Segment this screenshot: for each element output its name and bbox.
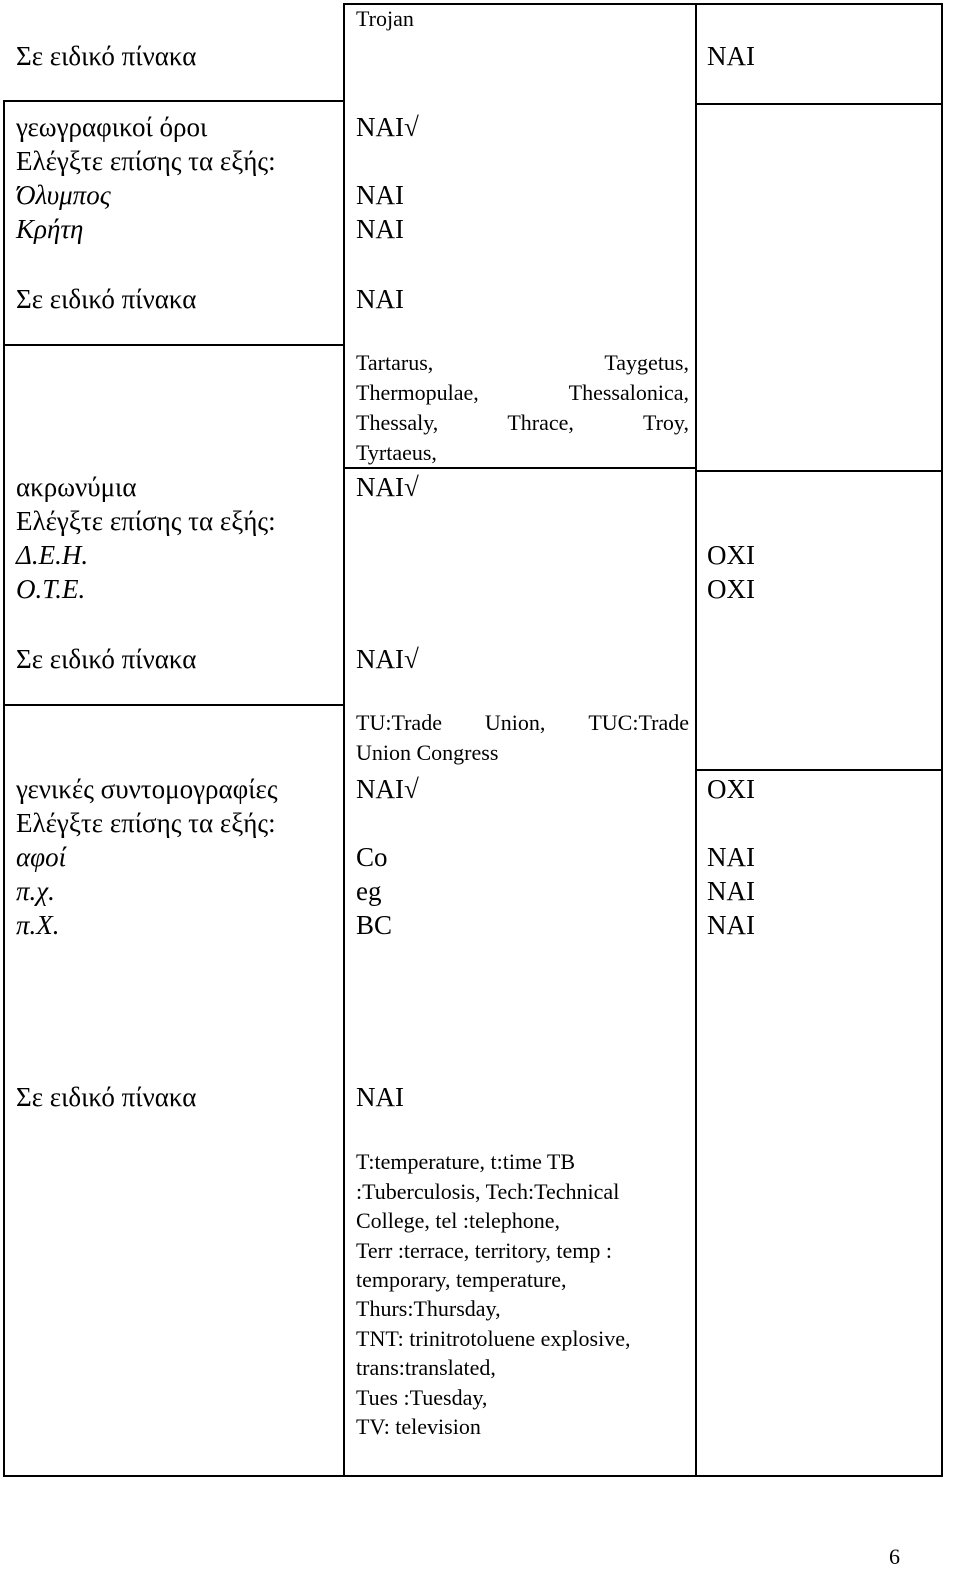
value-yes-check: ΝΑΙ√: [356, 472, 419, 502]
example-abbreviation: αφοί: [16, 842, 67, 872]
example-abbreviation: π.Χ.: [16, 910, 60, 940]
example-acronym: Δ.Ε.Η.: [16, 540, 89, 570]
abbrev-list-line: :Tuberculosis, Tech:Technical: [356, 1179, 620, 1204]
english-abbreviation: Co: [356, 842, 388, 872]
cell-special-table-3: Σε ειδικό πίνακα: [16, 644, 197, 674]
value-yes: ΝΑΙ: [707, 842, 755, 872]
table-divider-col2: [695, 3, 697, 1477]
table-row-divider-2: [3, 344, 345, 346]
table-row-divider-2-right: [695, 470, 943, 472]
example-acronym: Ο.Τ.Ε.: [16, 574, 86, 604]
place-name: Thrace,: [507, 410, 574, 435]
value-yes: ΝΑΙ: [356, 1082, 404, 1112]
abbrev-example-line-2: Union Congress: [356, 740, 499, 765]
cell-special-table-1: Σε ειδικό πίνακα: [16, 41, 197, 71]
place-name: Thermopulae,: [356, 380, 479, 405]
abbrev-text: TU:Trade: [356, 710, 442, 735]
abbrev-text: TUC:Trade: [588, 710, 689, 735]
cell-special-table-4: Σε ειδικό πίνακα: [16, 1082, 197, 1112]
cell-special-table-2: Σε ειδικό πίνακα: [16, 284, 197, 314]
abbrev-list-line: Thurs:Thursday,: [356, 1296, 501, 1321]
abbrev-list-line: Terr :terrace, territory, temp :: [356, 1238, 613, 1263]
place-names-line-4: Tyrtaeus,: [356, 440, 437, 465]
value-no: ΟΧΙ: [707, 774, 755, 804]
abbrev-list-line: temporary, temperature,: [356, 1267, 567, 1292]
table-border-right: [941, 3, 943, 1477]
example-abbreviation: π.χ.: [16, 876, 55, 906]
table-border-left: [3, 100, 5, 1477]
place-name: Thessaly,: [356, 410, 439, 435]
check-also-label: Ελέγξτε επίσης τα εξής:: [16, 808, 276, 838]
table-divider-col1: [343, 3, 345, 1477]
place-name: Troy,: [642, 410, 689, 435]
english-abbreviation: eg: [356, 876, 382, 906]
header-col2: Trojan: [356, 6, 414, 31]
header-col3: ΝΑΙ: [707, 41, 755, 71]
example-olympus: Όλυμπος: [16, 180, 111, 210]
place-names-line-2: [356, 378, 689, 408]
value-yes: ΝΑΙ: [356, 284, 404, 314]
place-name: Thessalonica,: [568, 380, 689, 405]
value-yes-check: ΝΑΙ√: [356, 644, 419, 674]
value-yes-check: ΝΑΙ√: [356, 774, 419, 804]
abbrev-list-line: T:temperature, t:time TB: [356, 1149, 576, 1174]
value-no: ΟΧΙ: [707, 574, 755, 604]
place-name: Tartarus,: [356, 350, 434, 375]
check-also-label: Ελέγξτε επίσης τα εξής:: [16, 506, 276, 536]
category-acronyms: ακρωνύμια: [16, 472, 137, 502]
abbrev-example-line-1: [356, 708, 689, 738]
place-name: Taygetus,: [604, 350, 689, 375]
abbrev-list-line: College, tel :telephone,: [356, 1208, 561, 1233]
abbrev-list-line: Tues :Tuesday,: [356, 1385, 488, 1410]
table-border-top: [343, 3, 943, 5]
abbrev-list-line: TV: television: [356, 1414, 481, 1439]
english-abbreviation: BC: [356, 910, 393, 940]
value-yes: ΝΑΙ: [707, 910, 755, 940]
value-yes: ΝΑΙ: [356, 214, 404, 244]
abbrev-text: Union,: [484, 710, 546, 735]
abbrev-list-line: TNT: trinitrotoluene explosive,: [356, 1326, 631, 1351]
place-names-line-1: [356, 348, 689, 378]
place-names-line-3: [356, 408, 689, 438]
check-also-label: Ελέγξτε επίσης τα εξής:: [16, 146, 276, 176]
example-crete: Κρήτη: [16, 214, 84, 244]
table-row-divider-3: [3, 704, 345, 706]
category-general-abbreviations: γενικές συντομογραφίες: [16, 774, 278, 804]
value-yes: ΝΑΙ: [707, 876, 755, 906]
value-yes-check: ΝΑΙ√: [356, 112, 419, 142]
table-row-divider-1-right: [695, 103, 943, 105]
value-no: ΟΧΙ: [707, 540, 755, 570]
page-number: 6: [889, 1544, 900, 1569]
table-border-bottom: [3, 1475, 943, 1477]
category-geographic: γεωγραφικοί όροι: [16, 112, 208, 142]
table-row-divider-1: [3, 100, 345, 102]
value-yes: ΝΑΙ: [356, 180, 404, 210]
abbrev-list-line: trans:translated,: [356, 1355, 496, 1380]
table-row-divider-3-right: [695, 769, 943, 771]
